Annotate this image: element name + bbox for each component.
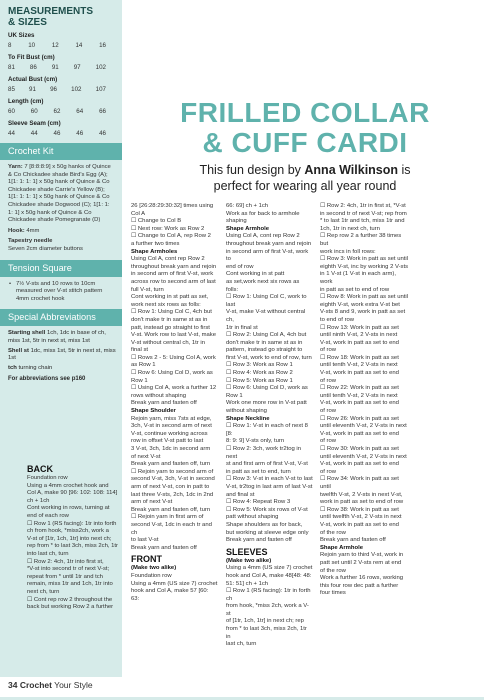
instruction-line: without shaping bbox=[226, 408, 267, 415]
instruction-line: hook and Col A, make 48[48: 48: bbox=[226, 572, 312, 579]
instruction-line: ☐ Row 5: Work six rows of V-st bbox=[226, 506, 308, 513]
hook-info bbox=[8, 228, 116, 236]
instruction-line: 66: 69] ch + 1ch bbox=[226, 203, 269, 209]
bust-value: 91 bbox=[51, 64, 59, 71]
instruction-line: in 1 V-st (1 V-st in each arm), work bbox=[320, 271, 396, 285]
instruction-line: until twelfth V-st, 2 V-sts in next bbox=[320, 514, 402, 521]
instruction-line: Break yarn and fasten off bbox=[131, 544, 197, 551]
instruction-line: eighth V-st, work extra V-st bet bbox=[320, 301, 400, 308]
instruction-line: ☐ Row 3: V-st in each V-st to last bbox=[226, 476, 313, 483]
tapestry-label: Tapestry needle bbox=[8, 238, 53, 245]
instruction-line: Work one more row in V-st patt bbox=[226, 400, 307, 407]
abbreviation-definition: turning chain bbox=[18, 364, 53, 371]
sleeve-value: 44 bbox=[30, 130, 38, 137]
hook-label: Hook: bbox=[8, 227, 25, 234]
length-label: Length (cm) bbox=[8, 98, 44, 105]
back-instructions bbox=[27, 475, 127, 612]
instruction-line: Using a 4mm (US size 7) crochet bbox=[226, 565, 313, 572]
instruction-line: patt without shaping bbox=[226, 514, 279, 521]
instruction-line: and final st bbox=[226, 491, 255, 498]
instruction-line: twelfth V-st, 2 V-sts in next V-st, bbox=[320, 491, 403, 498]
sleeves-make-two: (Make two alike) bbox=[226, 557, 272, 564]
front-armhole-instructions bbox=[226, 233, 313, 415]
crochet-kit-heading: Crochet Kit bbox=[0, 143, 122, 160]
yarn-text: 7 [8:8:8:9] x 50g hanks of Quince & Co Chickadee shade Bird's Egg (A); 1[1: 1: 1: 1] x 50g hank of Quince & Co Chickadee shade Carrie's Yellow (B); 1[1: 1: 1: 1] x 50g hank of Quince & Co Chickadee shade Dogwood (C); 1[1: 1: 1: 1] x 50g hank of Quince & Co Chickadee shade Pomegranate (D) bbox=[8, 164, 111, 224]
size-value: 12 bbox=[51, 42, 59, 49]
instruction-line: in patt as set to end of row bbox=[320, 286, 390, 293]
instruction-line: 26 [26:28:29:30:32] times using bbox=[131, 203, 214, 209]
instruction-line: second V-st, 1dc in each tr and ch bbox=[131, 521, 212, 536]
sleeve-value: 46 bbox=[76, 130, 84, 137]
instruction-line: ☐ Row 1: Using Col C, 4ch but bbox=[131, 309, 212, 316]
instruction-line: Cont working in st patt as set, bbox=[131, 294, 209, 301]
bust-value: 81 bbox=[8, 64, 15, 71]
instruction-line: end of row bbox=[226, 263, 254, 270]
sleeves-heading: SLEEVES bbox=[226, 546, 268, 557]
instruction-line: first V-st, work to end of row, turn bbox=[226, 354, 312, 361]
sleeve-value: 46 bbox=[99, 130, 106, 137]
instruction-line: ☐ Row 3: Work in patt as set until bbox=[320, 256, 409, 263]
instruction-line: 3 V-st, 3ch, 1dc in second arm bbox=[131, 446, 211, 452]
instruction-line: V-st without central ch, 1tr in bbox=[131, 339, 205, 346]
abbreviation-item bbox=[8, 348, 116, 363]
instruction-line: of the row bbox=[320, 567, 346, 574]
instruction-line: 3ch, V-st in second arm of next bbox=[131, 423, 212, 430]
instruction-line: Using a 4mm (US size 7) crochet bbox=[131, 580, 218, 587]
instruction-line: V-st of [1tr, 1ch, 1tr] into next ch; bbox=[27, 535, 112, 542]
instruction-line: of row bbox=[320, 438, 337, 445]
page-number: 34 bbox=[8, 680, 18, 690]
instruction-line: until tenth V-st, 2 V-sts in next bbox=[320, 362, 398, 369]
instruction-line: ☐ Row 4: Repeat Row 3 bbox=[226, 499, 291, 506]
sidebar-title-line1: MEASUREMENTS bbox=[8, 6, 94, 17]
instruction-line: ☐ Rep row 2 a further 38 times but bbox=[320, 233, 402, 247]
bust-label: To Fit Bust (cm) bbox=[8, 54, 55, 61]
instruction-line: shaping bbox=[226, 218, 247, 225]
buttons-info: Seven 2cm diameter buttons bbox=[8, 245, 83, 252]
instruction-line: Using a 4mm crochet hook and bbox=[27, 482, 109, 489]
instruction-line: second V-st, 3ch, V-st in second bbox=[131, 476, 215, 483]
instruction-line: st and first arm of first V-st, V-st bbox=[226, 461, 308, 468]
instruction-line: last ch, turn bbox=[226, 641, 257, 648]
subtitle-line2: perfect for wearing all year round bbox=[213, 179, 397, 193]
instruction-line: Row 1 bbox=[226, 392, 243, 399]
instruction-line: Col A, make 90 [96: 102: 108: 114] bbox=[27, 490, 118, 497]
instruction-line: ☐ Row 8: Work in patt as set until bbox=[320, 294, 409, 301]
instruction-line: *V-st into second tr of next V-st; bbox=[27, 566, 110, 573]
instruction-line: hook and Col A, make 57 [60: 63: bbox=[131, 588, 209, 602]
instruction-line: last three V-sts, 2ch, 1dc in 2nd bbox=[131, 491, 214, 498]
instruction-line: Foundation row bbox=[27, 475, 68, 481]
instruction-line: to end of row bbox=[320, 316, 355, 323]
actual-bust-value: 102 bbox=[71, 86, 82, 93]
tension-text: • 7½ V-sts and 10 rows to 10cm measured over V-st stitch pattern 4mm crochet hook bbox=[8, 281, 116, 304]
instruction-line: until eleventh V-st, 2 V-sts in next bbox=[320, 423, 407, 430]
instruction-line: pattern, instead go straight to bbox=[226, 347, 303, 354]
abbreviation-item bbox=[8, 330, 116, 345]
instruction-line: ☐ Row 1: V-st in each of next 8 [8: bbox=[226, 423, 308, 437]
instruction-line: of next V-st bbox=[131, 453, 161, 460]
sleeve-value: 46 bbox=[53, 130, 61, 137]
instruction-line: Break yarn and fasten off, turn bbox=[131, 461, 211, 468]
sidebar-title bbox=[8, 6, 116, 28]
back-instructions-cont bbox=[131, 203, 218, 249]
instruction-line: of row bbox=[320, 377, 337, 384]
instruction-line: but working at sleeve edge only bbox=[226, 529, 309, 536]
instruction-line: Col A bbox=[131, 210, 146, 217]
instruction-line: ☐ Row 6: Using Col D, work as bbox=[131, 370, 213, 377]
actual-bust-label: Actual Bust (cm) bbox=[8, 76, 58, 83]
abbreviations-note: For abbreviations see p160 bbox=[8, 376, 86, 383]
page-footer bbox=[8, 680, 93, 690]
magazine-section: Your Style bbox=[51, 680, 93, 690]
actual-bust-value: 85 bbox=[8, 86, 15, 93]
instruction-line: 8: 9: 9] V-sts only, turn bbox=[226, 438, 285, 445]
designer-name: Anna Wilkinson bbox=[304, 163, 399, 177]
shape-neckline-heading: Shape Neckline bbox=[226, 415, 270, 422]
instruction-line: ☐ Cont rep row 2 throughout the bbox=[27, 596, 113, 603]
abbreviation-term: Shell st bbox=[8, 347, 29, 354]
instruction-line: ☐ Row 34: Work in patt as set until bbox=[320, 476, 399, 490]
actual-bust-value: 107 bbox=[95, 86, 106, 93]
front-instructions-cont bbox=[226, 203, 313, 226]
instruction-line: ☐ Row 2: 3ch, work tr2tog in next bbox=[226, 446, 302, 460]
instruction-line: ☐ Next row: Work as Row 2 bbox=[131, 225, 205, 232]
instruction-line: until tenth V-st, 2 V-sts in next bbox=[320, 392, 398, 399]
instruction-line: eighth V-st, inc by working 2 V-sts bbox=[320, 263, 409, 270]
abbreviation-item bbox=[8, 365, 116, 373]
instruction-line: Work as for back to armhole bbox=[226, 210, 300, 217]
instruction-line: ☐ Using Col A, work a further 12 bbox=[131, 385, 217, 392]
shape-armholes-heading: Shape Armholes bbox=[131, 248, 178, 255]
actual-bust-values bbox=[8, 86, 116, 93]
instruction-line: into last ch, turn bbox=[27, 550, 69, 557]
front-instructions bbox=[131, 573, 218, 603]
bust-values bbox=[8, 64, 116, 71]
instruction-line: V-st, work in patt as set to end bbox=[320, 339, 399, 346]
instruction-line: Break yarn and fasten off, turn bbox=[131, 506, 211, 513]
tapestry-needle bbox=[8, 238, 116, 246]
instruction-line: next ch, turn bbox=[27, 588, 60, 595]
instruction-line: work next six rows as folls: bbox=[131, 301, 201, 308]
instruction-line: ☐ Row 2: 4ch, 1tr in first st, *V-st bbox=[320, 203, 406, 209]
instruction-line: ☐ Row 6: Using Col D, work as bbox=[226, 385, 308, 392]
instruction-line: 1tr in final st bbox=[226, 324, 258, 331]
instruction-line: end of each row bbox=[27, 512, 69, 519]
instruction-line: V-st, work in patt as set to end bbox=[320, 430, 399, 437]
subtitle-post: is bbox=[398, 163, 411, 177]
instruction-line: ☐ Row 4: Work as Row 2 bbox=[226, 370, 293, 377]
bust-value: 86 bbox=[29, 64, 37, 71]
armhole-instructions bbox=[131, 256, 218, 408]
instruction-line: Cont working in rows, turning at bbox=[27, 505, 110, 512]
instruction-line: ☐ Row 5: Work as Row 1 bbox=[226, 377, 293, 384]
abbreviation-definition: 1dc, miss 1st, 5tr in next st, miss 1st bbox=[8, 347, 116, 362]
length-value: 60 bbox=[8, 108, 15, 115]
instruction-line: ☐ Row 26: Work in patt as set bbox=[320, 415, 399, 422]
instruction-line: as Row 1 bbox=[131, 362, 156, 369]
instruction-line: Cont working in st patt bbox=[226, 271, 285, 278]
actual-bust-value: 96 bbox=[50, 86, 57, 93]
sleeve-value: 44 bbox=[8, 130, 15, 137]
instruction-line: ☐ Row 2: 4ch, 1tr into first st, bbox=[27, 558, 104, 565]
yarn-label: Yarn: bbox=[8, 164, 23, 170]
instruction-line: Using Col A, cont rep Row 2 bbox=[131, 256, 205, 263]
instruction-line: back but working Row 2 a further bbox=[27, 604, 114, 611]
instruction-line: from hook, *miss 2ch, work a V-st bbox=[226, 603, 309, 617]
instruction-line: V-st, work in patt as set to end bbox=[320, 370, 399, 377]
column-3 bbox=[226, 203, 313, 649]
instruction-line: ☐ Rejoin yarn to second arm of bbox=[131, 468, 214, 475]
instruction-line: V-sts 8 and 9, work in patt as set bbox=[320, 309, 406, 316]
magazine-name: Crochet bbox=[19, 680, 52, 690]
size-value: 16 bbox=[99, 42, 106, 49]
instruction-line: of row bbox=[320, 347, 337, 354]
instruction-line: V-st, make V-st without central ch, bbox=[226, 309, 306, 323]
instruction-line: ☐ Row 3: Work as Row 1 bbox=[226, 362, 293, 369]
instruction-line: ch + 1ch bbox=[27, 497, 50, 504]
instruction-line: * to last 1tr and tch, miss 1tr and bbox=[320, 218, 405, 225]
sleeve-values bbox=[8, 130, 116, 137]
subtitle-line1 bbox=[150, 162, 460, 178]
instruction-line: ☐ Rejoin yarn in first arm of bbox=[131, 514, 204, 521]
instruction-line: of [1tr, 1ch, 1tr] in next ch; rep bbox=[226, 618, 304, 625]
instruction-line: four times bbox=[320, 590, 346, 597]
length-value: 60 bbox=[30, 108, 38, 115]
size-value: 14 bbox=[75, 42, 83, 49]
sleeve-armhole-instructions bbox=[320, 552, 410, 598]
instruction-line: Using Col A, cont rep Row 2 bbox=[226, 233, 300, 240]
instruction-line: ☐ Row 2: Using Col A, 4ch but bbox=[226, 332, 307, 339]
instruction-line: ☐ Row 18: Work in patt as set bbox=[320, 354, 399, 361]
instruction-line: ☐ Row 22: Work in patt as set bbox=[320, 385, 399, 392]
instruction-line: Break yarn and fasten off bbox=[131, 400, 197, 407]
instruction-line: Foundation row bbox=[131, 572, 172, 579]
instruction-line: across row to second arm of last bbox=[131, 278, 216, 285]
instruction-line: of the row bbox=[320, 529, 346, 536]
instruction-line: in patt as set to end, turn bbox=[226, 468, 291, 475]
instruction-line: Shape shoulders as for back, bbox=[226, 521, 303, 528]
neckline-instructions bbox=[226, 423, 313, 545]
yarn-info bbox=[8, 164, 116, 225]
instruction-line: Rejoin yarn to third V-st, work in bbox=[320, 552, 404, 559]
instruction-line: 1ch, 1tr in next ch, turn bbox=[320, 225, 380, 232]
instruction-line: in second tr of next V-st; rep from bbox=[320, 210, 407, 217]
length-values bbox=[8, 108, 116, 115]
instruction-line: of row bbox=[320, 408, 337, 415]
instruction-line: rep from * to last 3ch, miss 2ch, 1tr bbox=[27, 543, 119, 550]
instruction-line: throughout break yarn and rejoin bbox=[131, 263, 217, 270]
abbreviation-definition: 1ch, 1dc in base of ch, miss 1st, 5tr in next st, miss 1st bbox=[8, 330, 106, 344]
column-4 bbox=[320, 203, 410, 598]
sleeve-label: Sleeve Seam (cm) bbox=[8, 120, 61, 127]
instruction-line: ☐ Change to Col A, rep Row 2 bbox=[131, 233, 211, 240]
instruction-line: full V-st, turn bbox=[131, 286, 164, 293]
instruction-line: arm of next V-st bbox=[131, 499, 173, 506]
abbreviations-heading: Special Abbreviations bbox=[0, 309, 122, 326]
bust-value: 102 bbox=[95, 64, 106, 71]
instruction-line: ☐ Row 1 (RS facing): 1tr into forth bbox=[27, 520, 117, 527]
sleeve-instructions bbox=[226, 565, 313, 649]
instruction-line: Rejoin yarn, miss 7sts at edge, bbox=[131, 415, 212, 422]
instruction-line: ☐ Row 13: Work in patt as set bbox=[320, 324, 399, 331]
instruction-line: Row 1 bbox=[131, 377, 148, 384]
shape-armhole-heading: Shape Armhole bbox=[226, 225, 269, 232]
instruction-line: don't make tr in same st as in bbox=[131, 316, 208, 323]
pattern-title bbox=[150, 98, 460, 158]
instruction-line: ☐ Rows 2 - 5: Using Col A, work bbox=[131, 354, 216, 361]
abbreviation-term: tch bbox=[8, 364, 17, 371]
instruction-line: in second arm of first V-st, work bbox=[131, 271, 214, 278]
sleeve-increase-instructions bbox=[320, 203, 410, 545]
front-make-two: (Make two alike) bbox=[131, 565, 177, 572]
instruction-line: in second arm of first V-st, work to bbox=[226, 248, 309, 263]
size-value: 8 bbox=[8, 42, 12, 49]
length-value: 64 bbox=[76, 108, 84, 115]
length-value: 66 bbox=[99, 108, 106, 115]
instruction-line: V-st. Work row to last V-st, make bbox=[131, 332, 216, 339]
column-2 bbox=[131, 203, 218, 603]
instruction-line: ch from hook, *miss2ch, work a bbox=[27, 528, 109, 535]
length-value: 62 bbox=[53, 108, 61, 115]
sizes-values bbox=[8, 42, 116, 49]
sidebar-title-line2: & SIZES bbox=[8, 17, 47, 28]
instruction-line: rows without shaping bbox=[131, 392, 187, 399]
instruction-line: work in patt as set to end of row bbox=[320, 499, 404, 506]
instruction-line: patt set until 2 V-sts rem at end bbox=[320, 559, 402, 566]
instruction-line: don't make tr in same st as in bbox=[226, 339, 303, 346]
instruction-line: ☐ Row 1 (RS facing): 1tr in forth ch bbox=[226, 588, 311, 602]
instruction-line: final st bbox=[131, 347, 149, 354]
instruction-line: to last V-st bbox=[131, 537, 159, 544]
title-line1: FRILLED COLLAR bbox=[180, 97, 430, 128]
bust-value: 97 bbox=[73, 64, 81, 71]
instruction-line: work incs in foll rows: bbox=[320, 248, 376, 255]
instruction-line: ☐ Row 38: Work in patt as set bbox=[320, 506, 399, 513]
sleeve-shape-armhole-heading: Shape Armhole bbox=[320, 544, 363, 551]
instruction-line: arm of next V-st, con in patt to bbox=[131, 483, 210, 490]
instruction-line: Break yarn and fasten off bbox=[320, 537, 386, 544]
hook-text: 4mm bbox=[26, 227, 40, 234]
column-back bbox=[27, 462, 127, 612]
instruction-line: remain, miss 1tr and 1ch, 1tr into bbox=[27, 581, 113, 588]
instruction-line: V-st, work in patt as set to end bbox=[320, 521, 399, 528]
title-line2: & CUFF CARDI bbox=[202, 127, 408, 158]
instruction-line: ☐ Row 1: Using Col C, work to last bbox=[226, 294, 307, 308]
instruction-line: V-st, work in patt as set to end bbox=[320, 400, 399, 407]
instruction-line: V-st, continue working across bbox=[131, 430, 208, 437]
shoulder-instructions bbox=[131, 416, 218, 553]
front-heading: FRONT bbox=[131, 554, 162, 565]
instruction-line: V-st, tr2tog in last arm of last V-st bbox=[226, 483, 313, 490]
abbreviation-term: Starting shell bbox=[8, 330, 46, 337]
tension-heading: Tension Square bbox=[0, 260, 122, 277]
size-value: 10 bbox=[28, 42, 36, 49]
instruction-line: from * to last 3ch, miss 2ch, 1tr in bbox=[226, 626, 307, 640]
instruction-line: as set,work next six rows as folls: bbox=[226, 278, 300, 293]
instruction-line: until ninth V-st, 2 V-sts in next bbox=[320, 332, 398, 339]
instruction-line: repeat from * until 1tr and tch bbox=[27, 573, 103, 580]
instruction-line: throughout break yarn and rejoin bbox=[226, 240, 312, 247]
instruction-line: a further two times bbox=[131, 240, 180, 247]
instruction-line: Break yarn and fasten off bbox=[226, 537, 292, 544]
shape-shoulder-heading: Shape Shoulder bbox=[131, 408, 176, 415]
instruction-line: V-st, work in patt as set to end bbox=[320, 461, 399, 468]
instruction-line: ☐ Change to Col B bbox=[131, 218, 182, 225]
instruction-line: until eleventh V-st, 2 V-sts in next bbox=[320, 453, 407, 460]
instruction-line: row in offset V-st patt to last bbox=[131, 438, 204, 445]
actual-bust-value: 91 bbox=[29, 86, 36, 93]
subtitle-pre: This fun design by bbox=[199, 163, 305, 177]
instruction-line: 51: 51] ch + 1ch bbox=[226, 580, 269, 587]
instruction-line: Work a further 16 rows, working bbox=[320, 575, 404, 582]
instruction-line: of row bbox=[320, 468, 337, 475]
pattern-subtitle bbox=[150, 162, 460, 194]
back-heading: BACK bbox=[27, 464, 53, 474]
instruction-line: this four row dec patt a further bbox=[320, 582, 399, 589]
instruction-line: patt, instead go straight to first bbox=[131, 324, 210, 331]
instruction-line: ☐ Row 30: Work in patt as set bbox=[320, 446, 399, 452]
sizes-label: UK Sizes bbox=[8, 32, 35, 39]
